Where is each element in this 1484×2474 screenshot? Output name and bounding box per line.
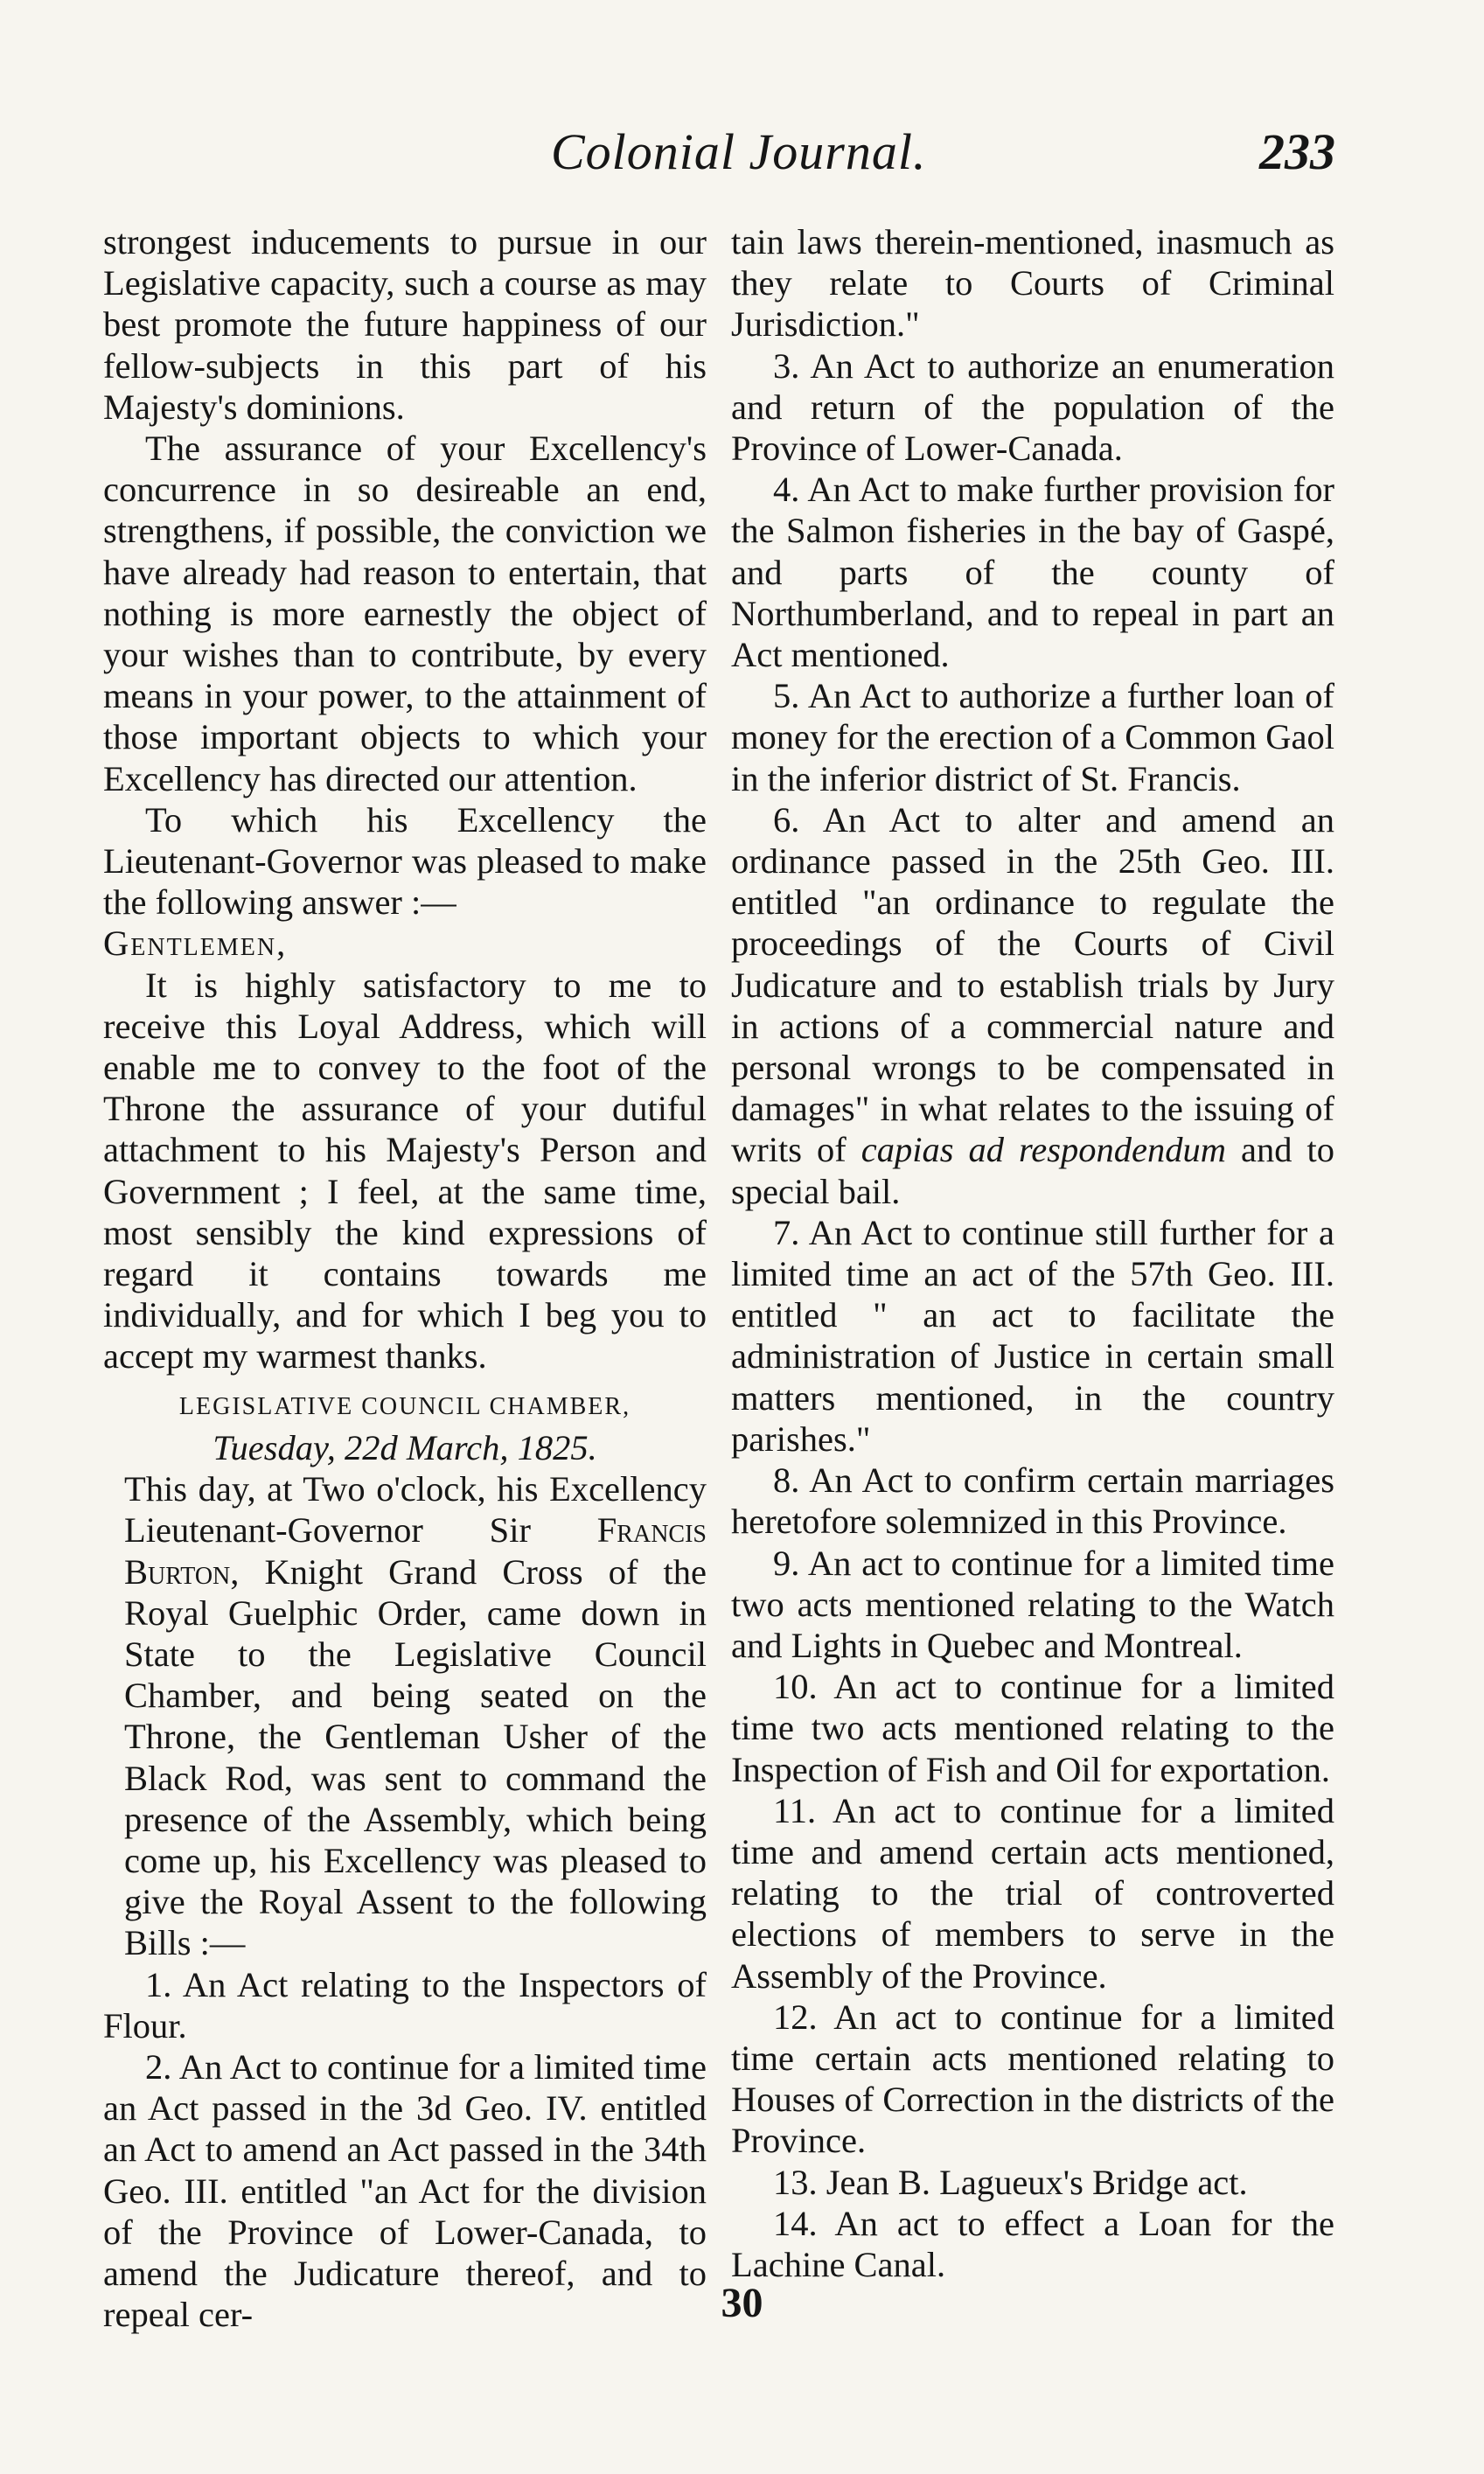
salutation: Gentlemen, bbox=[103, 923, 288, 964]
governor-name: Francis Burton bbox=[124, 1510, 707, 1592]
bill-item-10: 10. An act to continue for a limited time two acts mentioned relating to the Inspection of Fish and Oil for exportation. bbox=[731, 1667, 1334, 1789]
bill-item-9: 9. An act to continue for a limited time two acts mentioned relating to the Watch and Lights in Quebec and Montreal. bbox=[731, 1543, 1334, 1665]
right-column bbox=[731, 221, 1334, 2285]
paragraph-answer-intro: To which his Excellency the Lieutenant-Governor was pleased to make the following answer :— bbox=[103, 799, 707, 923]
bill-item-2: 2. An Act to continue for a limited time an Act passed in the 3d Geo. IV. entitled an Act to amend an Act passed in the 34th Geo. III. entitled "an Act for the division of the Province of Lower-Canada, to amend the Judicature thereof, and to repeal cer- bbox=[103, 2046, 707, 2335]
paragraph-royal-assent bbox=[103, 1468, 707, 1963]
bill-item-6 bbox=[731, 799, 1334, 1212]
chamber-date: Tuesday, 22d March, 1825. bbox=[212, 1427, 597, 1467]
bill-item-8: 8. An Act to confirm certain marriages heretofore solemnized in this Province. bbox=[731, 1460, 1334, 1542]
paragraph-reply: It is highly satisfactory to me to receive this Loyal Address, which will enable me to convey to the foot of the Throne the assurance of your dutiful attachment to his Majesty's Person and Government ; I feel, at the same time, most sensibly the kind expressions of regard it contains towards me individually, and for which I beg you to accept my warmest thanks. bbox=[103, 965, 707, 1376]
page-header bbox=[0, 122, 1484, 184]
bill-item-3: 3. An Act to authorize an enumeration and return of the population of the Province of Lower-Canada. bbox=[731, 345, 1334, 469]
bill-item-12: 12. An act to continue for a limited time certain acts mentioned relating to Houses of Correction in the districts of the Province. bbox=[731, 1997, 1334, 2161]
assent-text-a: This day, at Two o'clock, his Excellency Lieutenant-Governor Sir bbox=[124, 1469, 707, 1551]
bill-item-6-text-b: and to special bail. bbox=[731, 1130, 1334, 1211]
bill-item-1: 1. An Act relating to the Inspectors of Flour. bbox=[103, 1964, 707, 2045]
left-column bbox=[103, 221, 707, 2335]
paragraph-address-end: strongest inducements to pursue in our Legislative capacity, such a course as may best promote the future happiness of our fellow-subjects in this part of his Majesty's dominions. bbox=[103, 222, 707, 427]
assent-text-b: , Knight Grand Cross of the Royal Guelphic Order, came down in State to the Legislative Council Chamber, and being seated on the Throne, the Gentleman Usher of the Black Rod, was sent to command the presence of the Assembly, which being come up, his Excellency was pleased to give the Royal Assent to the following Bills :— bbox=[124, 1551, 707, 1963]
bill-item-4: 4. An Act to make further provision for the Salmon fisheries in the bay of Gaspé, and parts of the county of Northumberland, and to repeal in part an Act mentioned. bbox=[731, 470, 1334, 675]
bill-item-6-latin: capias ad respondendum bbox=[860, 1130, 1226, 1170]
bill-item-7: 7. An Act to continue still further for a limited time an act of the 57th Geo. III. entitled " an act to facilitate the administration of Justice in certain small matters mentioned, in the country parishes." bbox=[731, 1212, 1334, 1459]
running-title: Colonial Journal. bbox=[551, 123, 927, 180]
bill-item-11: 11. An act to continue for a limited time and amend certain acts mentioned, relating to the trial of controverted elections of members to serve in the Assembly of the Province. bbox=[731, 1790, 1334, 1996]
chamber-heading: LEGISLATIVE COUNCIL CHAMBER, bbox=[178, 1392, 631, 1420]
bill-item-13: 13. Jean B. Lagueux's Bridge act. bbox=[773, 2162, 1248, 2202]
page-number: 233 bbox=[1259, 123, 1335, 180]
paragraph-assurance: The assurance of your Excellency's concurrence in so desireable an end, strengthens, if possible, the conviction we have already had reason to entertain, that nothing is more earnestly the object of your wishes than to contribute, by every means in your power, to the attainment of those important objects to which your Excellency has directed our attention. bbox=[103, 429, 707, 798]
bill-item-6-text-a: 6. An Act to alter and amend an ordinance passed in the 25th Geo. III. entitled "an ordinance to regulate the proceedings of the Courts of Civil Judicature and to establish trials by Jury in actions of a commercial nature and personal wrongs to be compensated in damages" in what relates to the issuing of writs of bbox=[731, 799, 1334, 1170]
bill-item-5: 5. An Act to authorize a further loan of money for the erection of a Common Gaol in the inferior district of St. Francis. bbox=[731, 676, 1334, 798]
signature-number: 30 bbox=[721, 2280, 763, 2326]
bill-item-2-continued: tain laws therein-mentioned, inasmuch as they relate to Courts of Criminal Jurisdiction." bbox=[731, 222, 1334, 345]
bill-item-14: 14. An act to effect a Loan for the Lachine Canal. bbox=[731, 2203, 1334, 2284]
